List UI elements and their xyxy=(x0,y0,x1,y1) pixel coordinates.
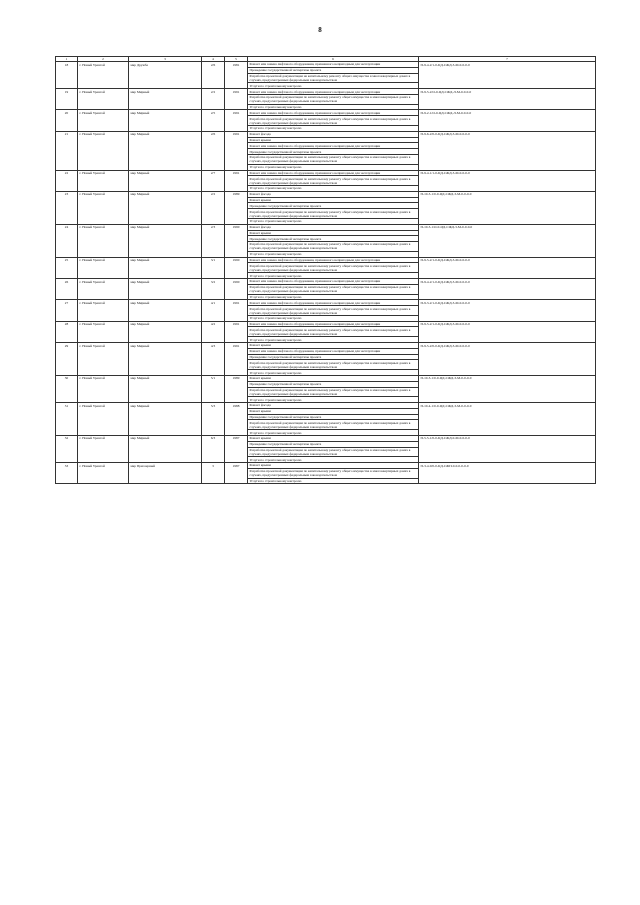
city-cell: г. Новый Уренгой xyxy=(78,224,129,257)
work-types-cell xyxy=(248,435,419,462)
work-type-item: Разработка проектной документации по капитальному ремонту общего имущества в многоквартирных домах в случаях, предусмотренных федеральным законодательством xyxy=(248,209,418,219)
district-cell: мкр Мирный xyxy=(129,435,202,462)
work-types-list xyxy=(248,343,418,375)
work-types-cell xyxy=(248,257,419,278)
work-type-item: Проведение государственной экспертизы проекта xyxy=(248,68,418,74)
work-type-item: Услуги по строительному контролю xyxy=(249,479,302,484)
work-type-item: Ремонт или замена лифтового оборудования, признанного непригодным для эксплуатации xyxy=(248,300,418,306)
row-number-cell: 21 xyxy=(56,131,78,170)
commission-year-cell: 1981 xyxy=(225,62,248,89)
work-type-item: Ремонт или замена лифтового оборудования, признанного непригодным для эксплуатации xyxy=(248,349,418,355)
commission-year-cell: 1991 xyxy=(225,170,248,191)
work-type-item: Ремонт или замена лифтового оборудования, признанного непригодным для эксплуатации xyxy=(248,171,418,177)
work-types-list xyxy=(248,132,418,170)
work-types-cell xyxy=(248,89,419,110)
column-number-cell: 5 xyxy=(225,57,248,62)
work-types-cell xyxy=(248,170,419,191)
commission-year-cell: 1991 xyxy=(225,343,248,376)
column-number-cell: 2 xyxy=(78,57,129,62)
table-row xyxy=(56,279,596,300)
work-types-list xyxy=(248,403,418,435)
work-type-item: Разработка проектной документации по капитальному ремонту общего имущества в многоквартирных домах в случаях, предусмотренных федеральным законодательством xyxy=(248,263,418,273)
work-types-cell xyxy=(248,62,419,89)
district-cell: мкр Мирный xyxy=(129,170,202,191)
work-type-item: Ремонт или замена лифтового оборудования, признанного непригодным для эксплуатации xyxy=(248,89,418,95)
work-type-item: Разработка проектной документации по капитальному ремонту общего имущества в многоквартирных домах в случаях, предусмотренных федеральным законодательством xyxy=(248,420,418,430)
city-cell: г. Новый Уренгой xyxy=(78,170,129,191)
house-code-cell: П-9-5-2/1-0-ЦД-СЖД-3-М-0-0-0-0 xyxy=(419,257,596,278)
work-type-item: Разработка проектной документации по капитальному ремонту общего имущества в многоквартирных домах в случаях, предусмотренных федеральным законодательством xyxy=(248,469,418,479)
house-code-cell: П-5-5-1/0-0-ЦД-СЖД-0-М-0-0-0-0 xyxy=(419,435,596,462)
row-number-cell: 19 xyxy=(56,89,78,110)
table-row xyxy=(56,257,596,278)
district-cell: мкр Мирный xyxy=(129,321,202,342)
work-types-list xyxy=(248,322,418,342)
table-row xyxy=(56,375,596,402)
house-number-cell: 2/7 xyxy=(202,170,225,191)
house-code-cell: П-10-3-1/0-0-ЦД-СЖД-3-М-0-0-0-0 xyxy=(419,375,596,402)
work-type-item: Услуги по строительному контролю xyxy=(249,273,302,278)
work-types-cell xyxy=(248,279,419,300)
district-cell: мкр Мирный xyxy=(129,257,202,278)
work-types-list xyxy=(248,192,418,224)
commission-year-cell: 1990 xyxy=(225,279,248,300)
work-type-item: Ремонт или замена лифтового оборудования, признанного непригодным для эксплуатации xyxy=(248,279,418,285)
work-type-item: Ремонт крыши xyxy=(248,436,418,442)
table-row xyxy=(56,110,596,131)
city-cell: г. Новый Уренгой xyxy=(78,110,129,131)
table-row xyxy=(56,224,596,257)
work-type-item: Услуги по строительному контролю xyxy=(249,252,302,257)
commission-year-cell: 1990 xyxy=(225,224,248,257)
house-number-cell: 3/2 xyxy=(202,279,225,300)
work-type-item: Ремонт фасада xyxy=(248,403,418,409)
row-number-cell: 18 xyxy=(56,62,78,89)
work-type-item: Ремонт или замена лифтового оборудования, признанного непригодным для эксплуатации xyxy=(248,322,418,328)
row-number-cell: 31 xyxy=(56,403,78,436)
table-row xyxy=(56,321,596,342)
commission-year-cell: 1991 xyxy=(225,110,248,131)
work-type-item: Ремонт или замена лифтового оборудования, признанного непригодным для эксплуатации xyxy=(248,62,418,68)
city-cell: г. Новый Уренгой xyxy=(78,321,129,342)
city-cell: г. Новый Уренгой xyxy=(78,89,129,110)
work-type-item: Проведение государственной экспертизы проекта xyxy=(248,355,418,361)
house-number-cell: 3 xyxy=(202,463,225,484)
house-code-cell: П-9-4-2/1-0-ЦД-СЖД-3-М-0-0-0-0 xyxy=(419,279,596,300)
work-types-cell xyxy=(248,110,419,131)
house-number-cell: 2/3 xyxy=(202,224,225,257)
work-type-item: Разработка проектной документации по капитальному ремонту общего имущества в многоквартирных домах в случаях, предусмотренных федеральным законодательством xyxy=(248,448,418,458)
work-type-item: Услуги по строительному контролю xyxy=(249,370,302,375)
work-type-item: Ремонт фасада xyxy=(248,225,418,231)
work-types-list xyxy=(248,463,418,483)
work-type-item: Разработка проектной документации по капитальному ремонту общего имущества в многоквартирных домах в случаях, предусмотренных федеральным законодательством xyxy=(248,176,418,186)
house-number-cell: 2/2 xyxy=(202,191,225,224)
row-number-cell: 30 xyxy=(56,375,78,402)
district-cell: мкр Приозерный xyxy=(129,463,202,484)
work-type-item: Услуги по строительному контролю xyxy=(249,105,302,110)
work-type-item: Ремонт или замена лифтового оборудования, признанного непригодным для эксплуатации xyxy=(248,110,418,116)
house-number-cell: 5/1 xyxy=(202,375,225,402)
table-row xyxy=(56,191,596,224)
row-number-cell: 27 xyxy=(56,300,78,321)
work-type-item: Ремонт крыши xyxy=(248,376,418,382)
column-number-cell: 4 xyxy=(202,57,225,62)
row-number-cell: 23 xyxy=(56,191,78,224)
work-type-item: Разработка проектной документации по капитальному ремонту общего имущества в многоквартирных домах в случаях, предусмотренных федеральным законодательством xyxy=(248,388,418,398)
district-cell: мкр Мирный xyxy=(129,343,202,376)
work-types-list xyxy=(248,62,418,88)
commission-year-cell: 1989 xyxy=(225,191,248,224)
work-type-item: Разработка проектной документации по капитальному ремонту общего имущества в многоквартирных домах в случаях, предусмотренных федеральным законодательством xyxy=(248,285,418,295)
house-number-cell: 4/3 xyxy=(202,343,225,376)
house-code-cell: П-3-4-0/0-0-ЦД-СЖП-0-0-0-0-0-0 xyxy=(419,463,596,484)
column-number-cell: 6 xyxy=(248,57,419,62)
table-row xyxy=(56,435,596,462)
city-cell: г. Новый Уренгой xyxy=(78,435,129,462)
city-cell: г. Новый Уренгой xyxy=(78,375,129,402)
column-number-cell: 3 xyxy=(129,57,202,62)
work-type-item: Разработка проектной документации по капитальному ремонту общего имущества в многоквартирных домах в случаях, предусмотренных федеральным законодательством xyxy=(248,327,418,337)
district-cell: мкр Мирный xyxy=(129,403,202,436)
column-number-cell: 7 xyxy=(419,57,596,62)
city-cell: г. Новый Уренгой xyxy=(78,62,129,89)
work-type-item: Проведение государственной экспертизы проекта xyxy=(248,149,418,155)
work-type-item: Разработка проектной документации по капитальному ремонту общего имущества в многоквартирных домах в случаях, предусмотренных федеральным законодательством xyxy=(248,116,418,126)
house-code-cell: П-10-4-1/0-0-ЦД-СЖД-3-М-0-0-0-0 xyxy=(419,403,596,436)
table-row xyxy=(56,403,596,436)
column-number-cell: 1 xyxy=(56,57,78,62)
district-cell: мкр Мирный xyxy=(129,224,202,257)
row-number-cell: 26 xyxy=(56,279,78,300)
row-number-cell: 22 xyxy=(56,170,78,191)
work-type-item: Проведение государственной экспертизы проекта xyxy=(248,203,418,209)
work-types-list xyxy=(248,258,418,278)
district-cell: мкр Мирный xyxy=(129,110,202,131)
work-type-item: Услуги по строительному контролю xyxy=(249,219,302,224)
work-type-item: Услуги по строительному контролю xyxy=(249,430,302,435)
work-type-item: Услуги по строительному контролю xyxy=(249,337,302,342)
row-number-cell: 25 xyxy=(56,257,78,278)
work-type-item: Ремонт или замена лифтового оборудования, признанного непригодным для эксплуатации xyxy=(248,258,418,264)
work-types-list xyxy=(248,300,418,320)
table-row xyxy=(56,300,596,321)
work-types-cell xyxy=(248,463,419,484)
work-type-item: Разработка проектной документации по капитальному ремонту общего имущества в многоквартирных домах в случаях, предусмотренных федеральным законодательством xyxy=(248,306,418,316)
row-number-cell: 29 xyxy=(56,343,78,376)
house-code-cell: П-9-5-2/0-0-ЦД-СЖД-3-М-0-0-0-0 xyxy=(419,343,596,376)
work-type-item: Разработка проектной документации по капитальному ремонту общего имущества в многоквартирных домах в случаях, предусмотренных федеральным законодательством xyxy=(248,95,418,105)
commission-year-cell: 1991 xyxy=(225,300,248,321)
house-code-cell: П-10-3-1/0-0-ЦД-СЖД-3-М-0-0-0-0 xyxy=(419,191,596,224)
table-row xyxy=(56,131,596,170)
work-types-cell xyxy=(248,375,419,402)
work-types-cell xyxy=(248,224,419,257)
row-number-cell: 20 xyxy=(56,110,78,131)
work-type-item: Проведение государственной экспертизы проекта xyxy=(248,382,418,388)
commission-year-cell: 1989 xyxy=(225,375,248,402)
house-code-cell: П-9-5-2/О-0-ЦД-СЖД-Л-М-0-0-0-0 xyxy=(419,89,596,110)
page-number: 8 xyxy=(318,26,322,34)
work-types-cell xyxy=(248,191,419,224)
work-types-cell xyxy=(248,131,419,170)
city-cell: г. Новый Уренгой xyxy=(78,131,129,170)
work-type-item: Ремонт крыши xyxy=(248,463,418,469)
work-type-item: Проведение государственной экспертизы проекта xyxy=(248,442,418,448)
city-cell: г. Новый Уренгой xyxy=(78,463,129,484)
house-code-cell: П-9-6-2/0-0-ЦД-СЖД-3-М-0-0-0-0 xyxy=(419,131,596,170)
house-code-cell: П-9-3-2/1-0-ЦД-СЖД-3-М-0-0-0-0 xyxy=(419,300,596,321)
work-type-item: Разработка проектной документации по капитальному ремонту общего имущества в многоквартирных домах в случаях, предусмотренных федеральным законодательством xyxy=(248,242,418,252)
work-type-item: Разработка проектной документации по капитальному ремонту общего имущества в многоквартирных домах в случаях, предусмотренных федеральным законодательством xyxy=(248,155,418,165)
work-type-item: Ремонт или замена лифтового оборудования, признанного непригодным для эксплуатации xyxy=(248,143,418,149)
work-type-item: Ремонт крыши xyxy=(248,231,418,237)
work-types-list xyxy=(248,279,418,299)
house-code-cell: П-9-2-1/О-0-ЦД-СЖД-Л-М-0-0-0-0 xyxy=(419,110,596,131)
table-row xyxy=(56,89,596,110)
commission-year-cell: 1987 xyxy=(225,463,248,484)
row-number-cell: 32 xyxy=(56,435,78,462)
table-row xyxy=(56,343,596,376)
work-types-list xyxy=(248,110,418,130)
commission-year-cell: 1991 xyxy=(225,89,248,110)
district-cell: мкр Дружба xyxy=(129,62,202,89)
table-row xyxy=(56,62,596,89)
work-type-item: Ремонт фасада xyxy=(248,192,418,198)
district-cell: мкр Мирный xyxy=(129,191,202,224)
house-number-cell: 5/3 xyxy=(202,403,225,436)
district-cell: мкр Мирный xyxy=(129,131,202,170)
work-type-item: Ремонт крыши xyxy=(248,343,418,349)
city-cell: г. Новый Уренгой xyxy=(78,403,129,436)
house-code-cell: П-9-4-1/1-0-ЦД-СЖД-3-М-0-0-0-0 xyxy=(419,170,596,191)
work-type-item: Проведение государственной экспертизы проекта xyxy=(248,415,418,421)
work-type-item: Услуги по строительному контролю xyxy=(249,126,302,131)
house-code-cell: П-9-5-2/1-0-ЦД-СЖД-3-М-0-0-0-0 xyxy=(419,321,596,342)
work-type-item: Разработка проектной документации по капитальному ремонту общего имущества в многоквартирных домах в случаях, предусмотренных федеральным законодательством xyxy=(248,360,418,370)
work-type-item: Услуги по строительному контролю xyxy=(249,316,302,321)
work-type-item: Услуги по строительному контролю xyxy=(249,294,302,299)
work-types-list xyxy=(248,436,418,462)
city-cell: г. Новый Уренгой xyxy=(78,343,129,376)
work-types-list xyxy=(248,171,418,191)
city-cell: г. Новый Уренгой xyxy=(78,300,129,321)
house-code-cell: П-10-3-1/О-0-ЦД-СЖД-3-М-0-0-0-0 xyxy=(419,224,596,257)
city-cell: г. Новый Уренгой xyxy=(78,191,129,224)
city-cell: г. Новый Уренгой xyxy=(78,279,129,300)
work-type-item: Ремонт крыши xyxy=(248,198,418,204)
work-types-cell xyxy=(248,403,419,436)
work-type-item: Ремонт крыши xyxy=(248,138,418,144)
commission-year-cell: 1991 xyxy=(225,321,248,342)
row-number-cell: 28 xyxy=(56,321,78,342)
district-cell: мкр Мирный xyxy=(129,375,202,402)
house-number-cell: 2/6 xyxy=(202,131,225,170)
house-number-cell: 3/1 xyxy=(202,257,225,278)
district-cell: мкр Мирный xyxy=(129,279,202,300)
work-type-item: Проведение государственной экспертизы проекта xyxy=(248,236,418,242)
commission-year-cell: 1987 xyxy=(225,435,248,462)
work-types-cell xyxy=(248,343,419,376)
table-row xyxy=(56,463,596,484)
work-type-item: Ремонт фасада xyxy=(248,132,418,138)
work-types-cell xyxy=(248,321,419,342)
row-number-cell: 33 xyxy=(56,463,78,484)
house-number-cell: 2/2 xyxy=(202,89,225,110)
house-number-cell: 2/5 xyxy=(202,110,225,131)
capital-repair-table xyxy=(55,56,596,484)
commission-year-cell: 1991 xyxy=(225,131,248,170)
district-cell: мкр Мирный xyxy=(129,300,202,321)
work-type-item: Услуги по строительному контролю xyxy=(249,83,302,88)
commission-year-cell: 1990 xyxy=(225,257,248,278)
work-type-item: Услуги по строительному контролю xyxy=(249,165,302,170)
work-type-item: Услуги по строительному контролю xyxy=(249,397,302,402)
house-number-cell: 4/1 xyxy=(202,300,225,321)
commission-year-cell: 1988 xyxy=(225,403,248,436)
work-types-list xyxy=(248,376,418,402)
work-type-item: Услуги по строительному контролю xyxy=(249,457,302,462)
work-types-list xyxy=(248,89,418,109)
row-number-cell: 24 xyxy=(56,224,78,257)
house-number-cell: 6/3 xyxy=(202,435,225,462)
work-type-item: Ремонт крыши xyxy=(248,409,418,415)
work-type-item: Разработка проектной документации на капитальному ремонту общего имущества в многоквартирных домах в случаях, предусмотренных федеральным законодательством xyxy=(248,74,418,84)
table-row xyxy=(56,170,596,191)
work-types-cell xyxy=(248,300,419,321)
city-cell: г. Новый Уренгой xyxy=(78,257,129,278)
house-number-cell: 4/2 xyxy=(202,321,225,342)
house-number-cell: 2/6 xyxy=(202,62,225,89)
house-code-cell: П-9-4-2/1-0-ЦД-СЖД-3-М-0-0-0-0 xyxy=(419,62,596,89)
work-types-list xyxy=(248,225,418,257)
district-cell: мкр Мирный xyxy=(129,89,202,110)
work-type-item: Услуги по строительному контролю xyxy=(249,186,302,191)
